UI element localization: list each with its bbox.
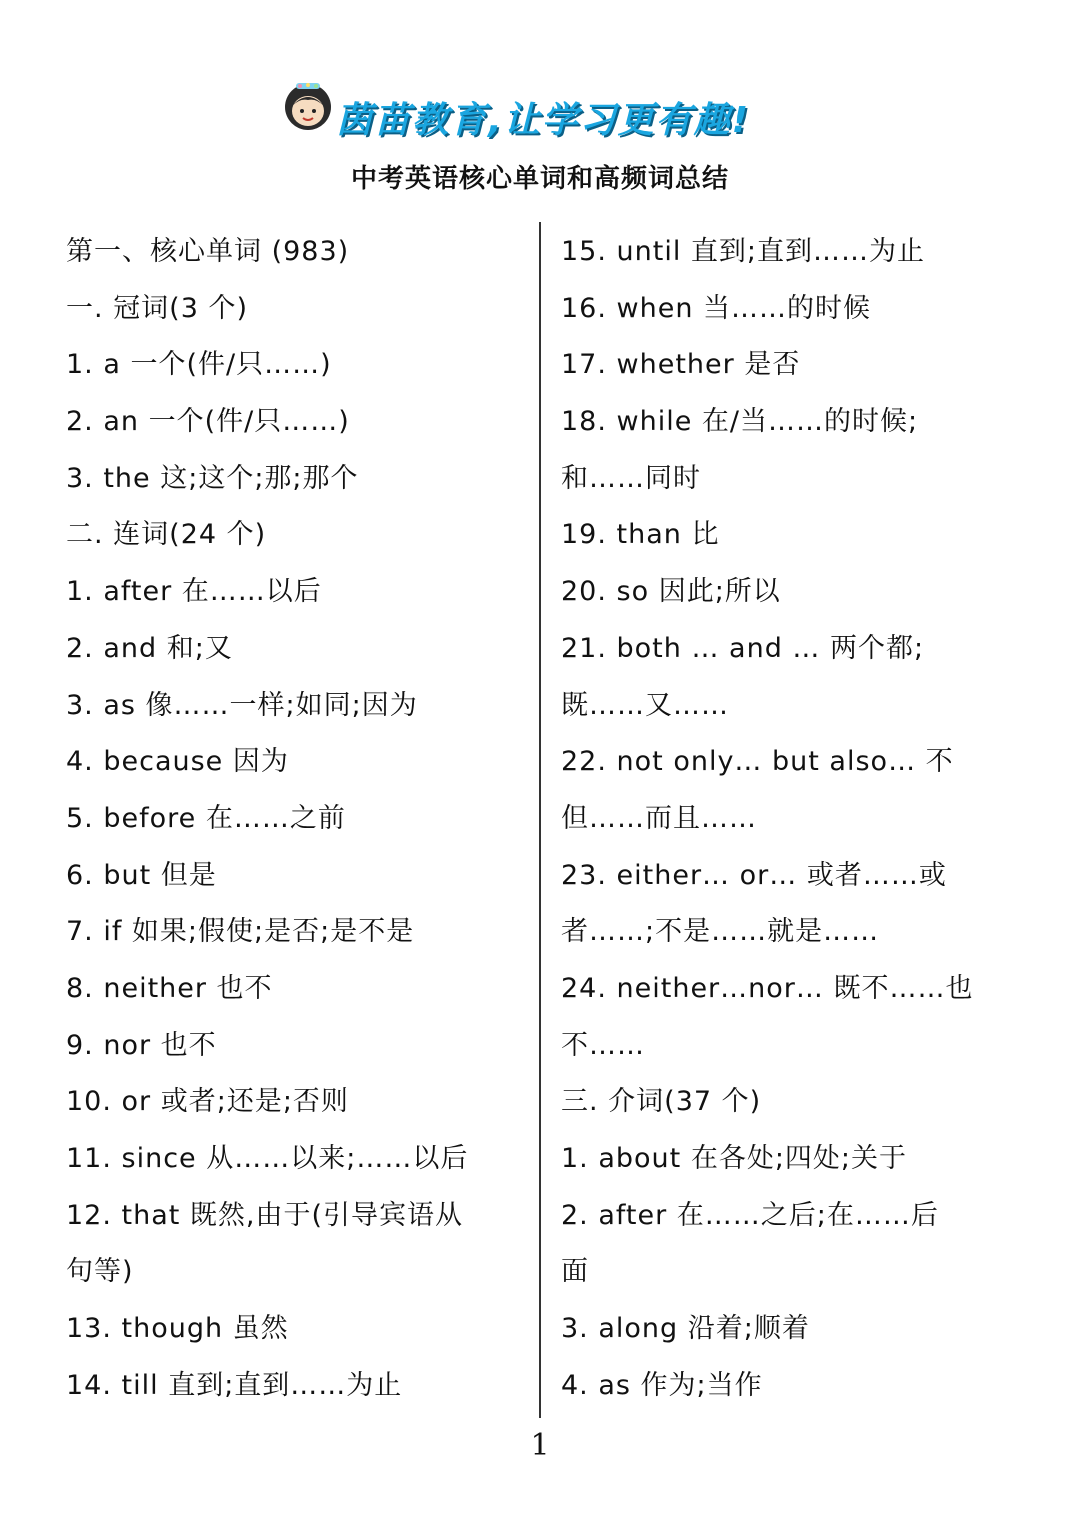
- vocab-line: 既……又……: [561, 689, 729, 721]
- vocab-line: 者……;不是……就是……: [561, 916, 880, 948]
- page-header: [0, 72, 1080, 152]
- vocab-line: 面: [561, 1256, 589, 1288]
- vocab-line: 13. though 虽然: [66, 1313, 289, 1345]
- brand-slogan: 茵苗教育,让学习更有趣!: [336, 100, 751, 141]
- girl-avatar-icon: [282, 80, 334, 132]
- vocab-line: 16. when 当……的时候: [561, 292, 872, 324]
- vocab-line: 三. 介词(37 个): [561, 1086, 762, 1118]
- vocab-line: 2. an 一个(件/只……): [66, 406, 350, 438]
- vocab-line: 2. and 和;又: [66, 632, 233, 664]
- vocab-line: 21. both … and … 两个都;: [561, 632, 925, 664]
- vocab-line: 4. as 作为;当作: [561, 1369, 763, 1401]
- vocab-line: 但……而且……: [561, 802, 757, 834]
- column-divider: [539, 222, 541, 1418]
- vocab-line: 7. if 如果;假使;是否;是不是: [66, 916, 415, 948]
- vocab-line: 不……: [561, 1029, 645, 1061]
- vocab-line: 5. before 在……之前: [66, 802, 346, 834]
- page-number: 1: [530, 1428, 550, 1463]
- vocab-line: 18. while 在/当……的时候;: [561, 406, 919, 438]
- vocab-line: 二. 连词(24 个): [66, 519, 267, 551]
- vocab-line: 6. but 但是: [66, 859, 217, 891]
- vocab-line: 3. along 沿着;顺着: [561, 1313, 810, 1345]
- vocab-line: 句等): [66, 1256, 134, 1288]
- vocab-line: 17. whether 是否: [561, 349, 801, 381]
- vocab-line: 15. until 直到;直到……为止: [561, 236, 926, 267]
- vocab-line: 9. nor 也不: [66, 1029, 217, 1061]
- brand-logo: [278, 78, 778, 148]
- vocab-line: 11. since 从……以来;……以后: [66, 1143, 469, 1174]
- vocab-line: 2. after 在……之后;在……后: [561, 1199, 939, 1231]
- vocab-line: 一. 冠词(3 个): [66, 292, 248, 324]
- vocab-line: 24. neither…nor… 既不……也: [561, 972, 974, 1004]
- vocab-line: 4. because 因为: [66, 746, 289, 778]
- vocab-line: 10. or 或者;还是;否则: [66, 1086, 349, 1118]
- vocab-line: 1. a 一个(件/只……): [66, 349, 332, 381]
- vocab-line: 1. about 在各处;四处;关于: [561, 1143, 908, 1174]
- left-column: [66, 224, 526, 1414]
- vocab-line: 第一、核心单词 (983): [66, 236, 350, 267]
- right-column: [561, 224, 1016, 1414]
- vocab-line: 23. either… or… 或者……或: [561, 859, 947, 891]
- vocab-line: 8. neither 也不: [66, 972, 273, 1004]
- vocab-line: 19. than 比: [561, 519, 720, 551]
- vocab-line: 3. as 像……一样;如同;因为: [66, 689, 418, 721]
- vocab-line: 22. not only… but also… 不: [561, 746, 954, 778]
- vocab-line: 3. the 这;这个;那;那个: [66, 462, 359, 494]
- vocab-line: 和……同时: [561, 462, 701, 494]
- document-title: 中考英语核心单词和高频词总结: [350, 164, 729, 194]
- vocab-line: 14. till 直到;直到……为止: [66, 1369, 403, 1401]
- vocab-line: 1. after 在……以后: [66, 576, 322, 608]
- vocab-line: 12. that 既然,由于(引导宾语从: [66, 1199, 464, 1231]
- vocab-line: 20. so 因此;所以: [561, 576, 781, 608]
